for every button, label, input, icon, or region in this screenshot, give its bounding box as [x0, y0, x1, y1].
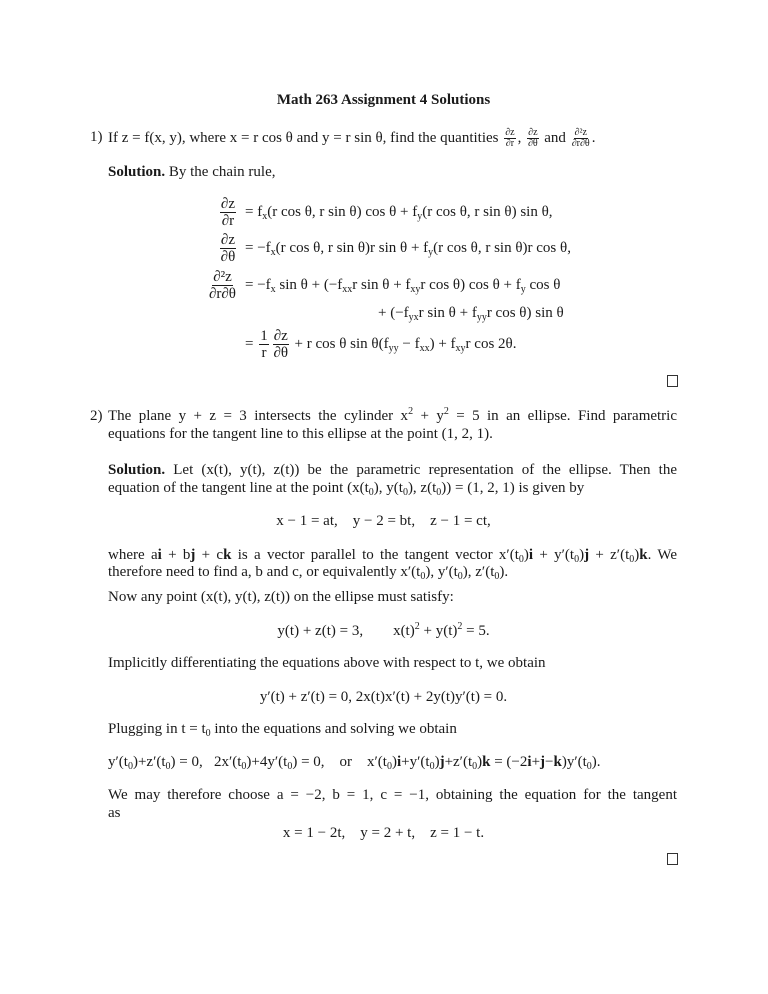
text-segment: r sin θ + f: [352, 277, 411, 293]
fraction: [527, 128, 538, 149]
text-segment: = −f: [245, 277, 271, 293]
text-segment: Implicitly differentiating the equations above with respect to t, we obtain: [108, 655, 546, 671]
text-segment: = 5.: [462, 623, 490, 639]
fraction-numerator: ∂z: [220, 232, 235, 248]
text-segment: ): [391, 754, 397, 770]
text-segment: x − 1 = at, y − 2 = bt, z − 1 = ct,: [276, 513, 491, 529]
text-segment: equation of the tangent line at the point (x(t: [108, 480, 369, 496]
text-segment: ): [634, 547, 640, 563]
solution-2-line-1: [108, 461, 677, 479]
text-segment: y′(t: [108, 754, 128, 770]
subscript: y: [428, 247, 434, 258]
subscript: 0: [420, 571, 426, 582]
text-segment: therefore need to find a, b and c, or equivalently x′(t: [108, 564, 421, 580]
text-segment: into the equations and solving we obtain: [210, 721, 457, 737]
text-segment: + r cos θ sin θ(f: [290, 335, 389, 352]
text-segment: Now any point (x(t), y(t), z(t)) on the ellipse must satisfy:: [108, 589, 454, 605]
text-segment: ), y(t: [373, 480, 403, 496]
subscript: 0: [386, 761, 392, 772]
text-segment: ): [523, 547, 529, 563]
text-segment: (r cos θ, r sin θ) cos θ + f: [267, 204, 418, 220]
bold-vector: k: [553, 754, 562, 770]
subscript: y: [520, 284, 526, 295]
now-any-point: [108, 588, 454, 606]
text-segment: Plugging in t = t: [108, 721, 206, 737]
fraction-numerator: ∂z: [273, 328, 288, 344]
text-segment: = −f: [245, 240, 271, 256]
subscript: y: [417, 211, 423, 222]
qed-square-icon: [667, 375, 678, 387]
fraction-numerator: 1: [260, 328, 268, 344]
text-segment: y(t) + z(t) = 3, x(t): [277, 623, 415, 639]
eq5: [245, 328, 516, 361]
fraction-denominator: ∂r: [505, 138, 515, 149]
eq2-rhs: [245, 239, 571, 257]
text-segment: + c: [195, 547, 224, 563]
text-segment: cos θ: [525, 277, 561, 293]
text-segment: r cos 2θ.: [465, 335, 517, 352]
text-segment: . We: [647, 547, 677, 563]
problem-2-number: 2): [90, 408, 103, 424]
problem-1-number: 1): [90, 129, 103, 145]
solution-2-line-2: [108, 479, 584, 497]
text-segment: + y: [413, 408, 444, 424]
where-line-2: [108, 563, 508, 581]
solution-label: Solution.: [108, 164, 166, 180]
plugging-text: [108, 720, 457, 738]
superscript: 2: [414, 621, 420, 632]
text-segment: + y(t): [419, 623, 458, 639]
fraction-denominator: ∂θ: [527, 138, 538, 149]
tangent-line-equation: [90, 512, 677, 530]
text-segment: If z = f(x, y), where x = r cos θ and y = r sin θ, find the quantities: [108, 129, 503, 146]
fraction-numerator: ∂z: [220, 196, 235, 212]
derivative-equations: [90, 688, 677, 706]
where-line-1: [108, 546, 677, 564]
eq3-lhs: [168, 269, 238, 302]
text-segment: equations for the tangent line to this ellipse at the point (1, 2, 1).: [108, 426, 493, 442]
final-tangent-equation: [90, 824, 677, 842]
eq1-rhs: [245, 203, 553, 221]
subscript: 0: [436, 487, 442, 498]
fraction: [572, 128, 590, 149]
solution-intro-text: By the chain rule,: [165, 164, 276, 180]
text-segment: +z′(t: [444, 754, 473, 770]
text-segment: = 5 in an ellipse. Find parametric: [448, 408, 678, 424]
subscript: 0: [287, 761, 293, 772]
text-segment: ) + f: [429, 335, 456, 352]
subscript: 0: [429, 761, 435, 772]
superscript: 2: [408, 406, 414, 417]
problem-2-statement-line-2: [108, 425, 493, 443]
solved-equations: [108, 753, 601, 771]
fraction: [209, 269, 236, 302]
fraction-numerator: ∂z: [528, 127, 538, 138]
subscript: x: [270, 247, 276, 258]
text-segment: ): [477, 754, 483, 770]
text-segment: r sin θ + f: [418, 305, 477, 321]
implicit-text: [108, 654, 546, 672]
eq1-lhs: [168, 196, 238, 229]
bold-vector: j: [439, 754, 445, 770]
fraction-denominator: r: [261, 345, 267, 361]
subscript: 0: [457, 571, 463, 582]
text-segment: We may therefore choose a = −2, b = 1, c = −1, obtaining the equation for the tangent: [108, 787, 677, 803]
subscript: xy: [455, 342, 466, 354]
text-segment: and: [540, 129, 570, 146]
subscript: xx: [342, 284, 353, 295]
subscript: 0: [368, 487, 374, 498]
text-segment: ) = 0, or x′(t: [292, 754, 387, 770]
fraction-denominator: ∂θ: [273, 345, 289, 361]
bold-vector: k: [639, 547, 648, 563]
subscript: 0: [472, 761, 478, 772]
constraint-equations: [90, 622, 677, 640]
choose-line-2: [108, 804, 121, 822]
text-segment: ): [579, 547, 585, 563]
fraction: [504, 128, 515, 149]
subscript: x: [270, 284, 276, 295]
subscript: yy: [476, 312, 487, 323]
text-segment: =: [245, 335, 258, 352]
text-segment: + z′(t: [589, 547, 630, 563]
text-segment: + b: [161, 547, 191, 563]
subscript: 0: [518, 554, 524, 565]
text-segment: ): [434, 754, 440, 770]
fraction-denominator: ∂r: [221, 213, 235, 229]
superscript: 2: [457, 621, 463, 632]
eq4: [378, 304, 564, 322]
subscript: 0: [402, 487, 408, 498]
text-segment: sin θ + (−f: [275, 277, 343, 293]
problem-1-statement: [108, 128, 595, 149]
bold-vector: j: [190, 547, 196, 563]
text-segment: (r cos θ, r sin θ)r sin θ + f: [275, 240, 429, 256]
text-segment: = f: [245, 204, 263, 220]
text-segment: = (−2: [490, 754, 528, 770]
text-segment: .: [591, 129, 596, 146]
bold-vector: j: [540, 754, 546, 770]
bold-vector: k: [482, 754, 491, 770]
text-segment: ), z(t: [407, 480, 437, 496]
text-segment: )+z′(t: [132, 754, 166, 770]
fraction-denominator: ∂θ: [220, 249, 236, 265]
eq3-rhs: [245, 276, 560, 294]
qed-square-icon: [667, 853, 678, 865]
text-segment: as: [108, 805, 121, 821]
subscript: 0: [127, 761, 133, 772]
fraction: [259, 328, 269, 361]
text-segment: −: [545, 754, 554, 770]
eq2-lhs: [168, 232, 238, 265]
subscript: 0: [494, 571, 500, 582]
subscript: x: [262, 211, 268, 222]
text-segment: where a: [108, 547, 158, 563]
text-segment: +y′(t: [401, 754, 430, 770]
superscript: 2: [443, 406, 449, 417]
solution-1-intro: [108, 163, 276, 181]
choose-line-1: [108, 786, 677, 804]
subscript: 0: [574, 554, 580, 565]
text-segment: x = 1 − 2t, y = 2 + t, z = 1 − t.: [282, 825, 485, 841]
bold-vector: i: [157, 547, 162, 563]
subscript: 0: [241, 761, 247, 772]
fraction-denominator: ∂r∂θ: [571, 138, 590, 149]
page-title: Math 263 Assignment 4 Solutions: [276, 92, 491, 108]
text-segment: (r cos θ, r sin θ) sin θ,: [422, 204, 553, 220]
text-segment: + (−f: [378, 305, 409, 321]
text-segment: ,: [517, 129, 526, 146]
text-segment: +: [531, 754, 541, 770]
fraction-numerator: ∂²z: [213, 269, 232, 285]
text-segment: ) = 0, 2x′(t: [170, 754, 242, 770]
subscript: 0: [165, 761, 171, 772]
text-segment: )+4y′(t: [246, 754, 288, 770]
text-segment: − f: [398, 335, 420, 352]
subscript: 0: [629, 554, 635, 565]
fraction-numerator: ∂z: [505, 127, 515, 138]
subscript: 0: [586, 761, 592, 772]
fraction-numerator: ∂²z: [574, 127, 587, 138]
fraction-denominator: ∂r∂θ: [208, 286, 236, 302]
fraction: [220, 232, 236, 265]
text-segment: y′(t) + z′(t) = 0, 2x(t)x′(t) + 2y(t)y′(t) = 0.: [259, 689, 508, 705]
text-segment: r cos θ) sin θ: [486, 305, 564, 321]
bold-vector: i: [527, 754, 532, 770]
text-segment: ).: [499, 564, 509, 580]
subscript: xy: [410, 284, 421, 295]
bold-vector: j: [584, 547, 590, 563]
subscript: 0: [205, 728, 211, 739]
text-segment: )y′(t: [561, 754, 587, 770]
text-segment: ), z′(t: [462, 564, 495, 580]
text-segment: )) = (1, 2, 1) is given by: [441, 480, 585, 496]
text-segment: is a vector parallel to the tangent vector x′(t: [231, 547, 519, 563]
subscript: xx: [419, 342, 430, 354]
fraction: [273, 328, 289, 361]
bold-vector: i: [528, 547, 534, 563]
bold-vector: k: [223, 547, 232, 563]
bold-vector: Solution.: [108, 462, 166, 478]
text-segment: (r cos θ, r sin θ)r cos θ,: [433, 240, 571, 256]
bold-vector: i: [396, 754, 402, 770]
text-segment: ).: [591, 754, 601, 770]
text-segment: r cos θ) cos θ + f: [420, 277, 521, 293]
text-segment: The plane y + z = 3 intersects the cylinder x: [108, 408, 409, 424]
text-segment: + y′(t: [533, 547, 575, 563]
subscript: yx: [408, 312, 419, 323]
problem-2-statement-line-1: [108, 407, 677, 425]
text-segment: Let (x(t), y(t), z(t)) be the parametric representation of the ellipse. Then the: [165, 462, 677, 478]
text-segment: ), y′(t: [425, 564, 458, 580]
subscript: yy: [388, 342, 399, 354]
fraction: [220, 196, 236, 229]
